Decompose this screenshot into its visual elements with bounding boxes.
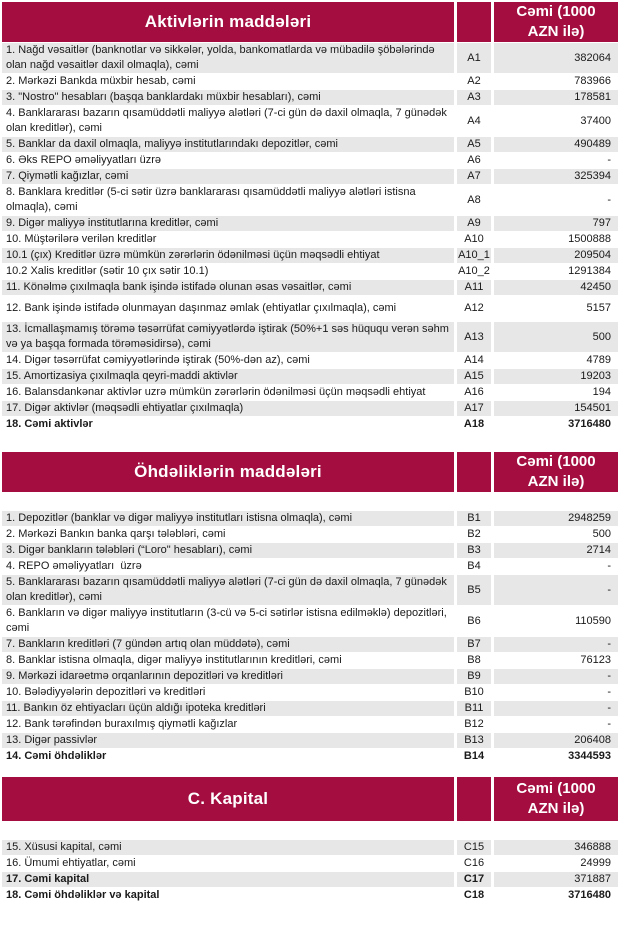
row-label: 9. Mərkəzi idarəetmə orqanlarının depozitləri və kreditləri: [2, 669, 454, 684]
code-column-header: [457, 777, 491, 821]
row-label: 11. Könəlmə çıxılmaqla bank işində istifadə olunan əsas vəsaitlər, cəmi: [2, 280, 454, 295]
table-row: [2, 685, 618, 700]
row-label: 17. Cəmi kapital: [2, 872, 454, 887]
table-row: [2, 637, 618, 652]
row-label: 17. Digər aktivlər (məqsədli ehtiyatlar çıxılmaqla): [2, 401, 454, 416]
row-code: A4: [457, 106, 491, 136]
code-column-header: [457, 452, 491, 492]
row-value: -: [494, 637, 618, 652]
row-label: 15. Amortizasiya çıxılmaqla qeyri-maddi aktivlər: [2, 369, 454, 384]
table-row: [2, 90, 618, 105]
row-value: 24999: [494, 856, 618, 871]
row-code: A7: [457, 169, 491, 184]
assets-rows: [2, 43, 618, 432]
row-label: 2. Mərkəzi Bankın banka qarşı tələbləri, cəmi: [2, 527, 454, 542]
table-row: [2, 385, 618, 400]
row-label: 10.2 Xalis kreditlər (sətir 10 çıx sətir 10.1): [2, 264, 454, 279]
table-row: [2, 717, 618, 732]
table-row: [2, 606, 618, 636]
row-value: 178581: [494, 90, 618, 105]
row-label: 7. Bankların kreditləri (7 gündən artıq olan müddətə), cəmi: [2, 637, 454, 652]
table-row: [2, 153, 618, 168]
row-code: B7: [457, 637, 491, 652]
table-row: [2, 232, 618, 247]
row-value: -: [494, 575, 618, 605]
row-label: 10.1 (çıx) Kreditlər üzrə mümkün zərərlərin ödənilməsi üçün məqsədli ehtiyat: [2, 248, 454, 263]
liabilities-header-row: [2, 452, 618, 492]
row-label: 15. Xüsusi kapital, cəmi: [2, 840, 454, 855]
row-value: 206408: [494, 733, 618, 748]
row-value: 42450: [494, 280, 618, 295]
section-liabilities: [2, 452, 618, 764]
row-label: 8. Banklar istisna olmaqla, digər maliyyə institutlarının kreditləri, cəmi: [2, 653, 454, 668]
row-value: 382064: [494, 43, 618, 73]
assets-section-title: Aktivlərin maddələri: [2, 2, 454, 42]
table-row: [2, 401, 618, 416]
row-value: 76123: [494, 653, 618, 668]
row-value: 154501: [494, 401, 618, 416]
row-value: 783966: [494, 74, 618, 89]
row-code: B5: [457, 575, 491, 605]
table-row: [2, 369, 618, 384]
row-value: 797: [494, 216, 618, 231]
liabilities-section-title: Öhdəliklərin maddələri: [2, 452, 454, 492]
table-row: [2, 669, 618, 684]
row-value: 500: [494, 527, 618, 542]
row-label: 18. Cəmi öhdəliklər və kapital: [2, 888, 454, 903]
row-value: 2714: [494, 543, 618, 558]
row-value: 500: [494, 322, 618, 352]
row-value: -: [494, 185, 618, 215]
row-label: 3. "Nostro" hesabları (başqa banklardakı müxbir hesabları), cəmi: [2, 90, 454, 105]
table-row: [2, 137, 618, 152]
row-code: A11: [457, 280, 491, 295]
row-code: C15: [457, 840, 491, 855]
table-row: [2, 701, 618, 716]
table-row: [2, 74, 618, 89]
row-value: 209504: [494, 248, 618, 263]
row-label: 11. Bankın öz ehtiyacları üçün aldığı ipoteka kreditləri: [2, 701, 454, 716]
row-label: 1. Nağd vəsaitlər (banknotlar və sikkələr, yolda, bankomatlarda və mübadilə şöbələrində olan nağd vəsaitlər daxil olmaqla), cəmi: [2, 43, 454, 73]
table-row: [2, 511, 618, 526]
table-row: [2, 248, 618, 263]
table-row: [2, 43, 618, 73]
row-code: B12: [457, 717, 491, 732]
row-code: B11: [457, 701, 491, 716]
table-row: [2, 733, 618, 748]
table-row: [2, 417, 618, 432]
row-code: B4: [457, 559, 491, 574]
table-row: [2, 280, 618, 295]
row-label: 4. REPO əməliyyatları üzrə: [2, 559, 454, 574]
table-row: [2, 840, 618, 855]
row-code: A3: [457, 90, 491, 105]
row-value: -: [494, 685, 618, 700]
row-value: 3344593: [494, 749, 618, 764]
row-label: 18. Cəmi aktivlər: [2, 417, 454, 432]
row-code: A13: [457, 322, 491, 352]
row-label: 6. Bankların və digər maliyyə institutların (3-cü və 5-ci sətirlər istisna edilməklə) depozitləri, cəmi: [2, 606, 454, 636]
row-code: A8: [457, 185, 491, 215]
row-label: 12. Bank tərəfindən buraxılmış qiymətli kağızlar: [2, 717, 454, 732]
table-row: [2, 353, 618, 368]
row-value: 19203: [494, 369, 618, 384]
table-row: [2, 185, 618, 215]
row-label: 10. Müştərilərə verilən kreditlər: [2, 232, 454, 247]
row-label: 13. İcmallaşmamış törəmə təsərrüfat cəmiyyətlərdə iştirak (50%+1 səs hüququ verən səhm və ya başqa formada törəməsidirsə), cəmi: [2, 322, 454, 352]
row-code: A10_2: [458, 265, 490, 277]
row-value: 5157: [494, 296, 618, 321]
amount-column-header: Cəmi (1000 AZN ilə): [494, 2, 618, 42]
row-label: 16. Ümumi ehtiyatlar, cəmi: [2, 856, 454, 871]
row-value: -: [494, 153, 618, 168]
row-value: 1291384: [494, 264, 618, 279]
row-code: A2: [457, 74, 491, 89]
table-row: [2, 575, 618, 605]
row-code: C18: [457, 888, 491, 903]
row-value: 2948259: [494, 511, 618, 526]
row-label: 7. Qiymətli kağızlar, cəmi: [2, 169, 454, 184]
table-row: [2, 322, 618, 352]
capital-rows: [2, 822, 618, 903]
table-row: [2, 872, 618, 887]
table-row: [2, 296, 618, 321]
section-assets: [2, 2, 618, 432]
table-row: [2, 559, 618, 574]
table-row: [2, 856, 618, 871]
row-label: 14. Digər təsərrüfat cəmiyyətlərində iştirak (50%-dən az), cəmi: [2, 353, 454, 368]
row-code: A9: [457, 216, 491, 231]
liabilities-rows: [2, 493, 618, 764]
row-label: 16. Balansdankənar aktivlər uzrə mümkün zərərlərin ödənilməsi üçün məqsədli ehtiyat: [2, 385, 454, 400]
row-code: B10: [457, 685, 491, 700]
row-code: B13: [457, 733, 491, 748]
capital-header-row: [2, 777, 618, 821]
table-row: [2, 264, 618, 279]
assets-header-row: [2, 2, 618, 42]
row-code: A16: [457, 385, 491, 400]
row-code: A14: [457, 353, 491, 368]
row-value: 4789: [494, 353, 618, 368]
row-code: B14: [457, 749, 491, 764]
row-code: B9: [457, 669, 491, 684]
row-code: A15: [457, 369, 491, 384]
row-label: 12. Bank işində istifadə olunmayan daşınmaz əmlak (ehtiyatlar çıxılmaqla), cəmi: [2, 296, 454, 321]
row-label: 4. Banklararası bazarın qısamüddətli maliyyə alətləri (7-ci gün də daxil olmaqla, 7 günədək olan kreditlər), cəmi: [2, 106, 454, 136]
row-code: C16: [457, 856, 491, 871]
row-code: B8: [457, 653, 491, 668]
row-label: 1. Depozitlər (banklar və digər maliyyə institutları istisna olmaqla), cəmi: [2, 511, 454, 526]
table-row: [2, 543, 618, 558]
row-label: 8. Banklara kreditlər (5-ci sətir üzrə banklararası qısamüddətli maliyyə alətləri istisna olmaqla), cəmi: [2, 185, 454, 215]
table-row: [2, 749, 618, 764]
capital-section-title: C. Kapital: [2, 777, 454, 821]
table-row: [2, 106, 618, 136]
row-value: 1500888: [494, 232, 618, 247]
table-row: [2, 653, 618, 668]
row-label: 2. Mərkəzi Bankda müxbir hesab, cəmi: [2, 74, 454, 89]
table-row: [2, 169, 618, 184]
row-label: 3. Digər bankların tələbləri (“Loro" hesabları), cəmi: [2, 543, 454, 558]
code-column-header: [457, 2, 491, 42]
amount-column-header: Cəmi (1000 AZN ilə): [494, 452, 618, 492]
row-label: 6. Əks REPO əməliyyatları üzrə: [2, 153, 454, 168]
row-label: 5. Banklararası bazarın qısamüddətli maliyyə alətləri (7-ci gün də daxil olmaqla, 7 günədək olan kreditlər), cəmi: [2, 575, 454, 605]
row-code: A10: [457, 232, 491, 247]
row-code: B6: [457, 606, 491, 636]
row-value: 371887: [494, 872, 618, 887]
row-code: B2: [457, 527, 491, 542]
row-code: A10_1: [458, 249, 490, 261]
table-row: [2, 888, 618, 903]
row-value: -: [494, 717, 618, 732]
row-value: 325394: [494, 169, 618, 184]
row-code: A18: [457, 417, 491, 432]
row-label: 5. Banklar da daxil olmaqla, maliyyə institutlarındakı depozitlər, cəmi: [2, 137, 454, 152]
row-value: 3716480: [494, 888, 618, 903]
row-value: 110590: [494, 606, 618, 636]
row-code: B3: [457, 543, 491, 558]
row-value: 194: [494, 385, 618, 400]
row-label: 10. Bələdiyyələrin depozitləri və kreditləri: [2, 685, 454, 700]
row-value: 346888: [494, 840, 618, 855]
row-code: A12: [457, 296, 491, 321]
row-value: -: [494, 669, 618, 684]
row-value: -: [494, 701, 618, 716]
row-code: A5: [457, 137, 491, 152]
row-value: 37400: [494, 106, 618, 136]
table-row: [2, 216, 618, 231]
row-label: 9. Digər maliyyə institutlarına kreditlər, cəmi: [2, 216, 454, 231]
row-value: 3716480: [494, 417, 618, 432]
row-value: -: [494, 559, 618, 574]
row-code: B1: [457, 511, 491, 526]
row-code: C17: [457, 872, 491, 887]
row-label: 14. Cəmi öhdəliklər: [2, 749, 454, 764]
table-row: [2, 527, 618, 542]
section-capital: [2, 777, 618, 903]
row-code: A17: [457, 401, 491, 416]
row-value: 490489: [494, 137, 618, 152]
row-label: 13. Digər passivlər: [2, 733, 454, 748]
row-code: A1: [457, 43, 491, 73]
row-code: A6: [457, 153, 491, 168]
amount-column-header: Cəmi (1000 AZN ilə): [494, 777, 618, 821]
